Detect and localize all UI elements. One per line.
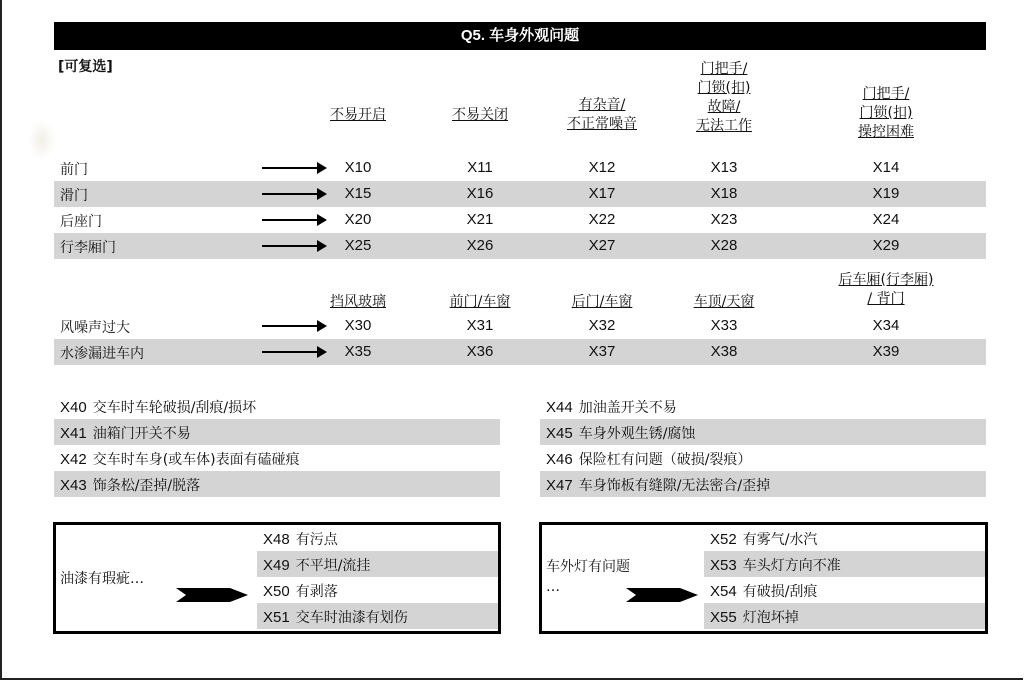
list-item bbox=[704, 577, 985, 603]
code-cell: X35 bbox=[344, 343, 372, 360]
list-item bbox=[257, 603, 498, 629]
code-cell: X36 bbox=[466, 343, 494, 360]
item-text: 有污点 bbox=[295, 532, 338, 548]
code-cell: X12 bbox=[588, 159, 616, 176]
item-code: X52 bbox=[710, 531, 737, 548]
arrow-icon bbox=[262, 245, 324, 247]
item-text: 交车时车身(或车体)表面有磕碰痕 bbox=[92, 452, 300, 468]
item-text: 灯泡坏掉 bbox=[742, 610, 799, 626]
item-code: X43 bbox=[60, 477, 87, 494]
code-cell: X26 bbox=[466, 237, 494, 254]
item-text: 有破损/刮痕 bbox=[742, 584, 818, 600]
item-code: X42 bbox=[60, 451, 87, 468]
arrow-icon bbox=[262, 325, 324, 327]
header-front-window bbox=[436, 293, 524, 312]
row-label: 行李厢门 bbox=[60, 240, 116, 256]
list-item bbox=[257, 577, 498, 603]
header-line: 故障/ bbox=[707, 99, 741, 115]
code-cell: X14 bbox=[872, 159, 900, 176]
code-cell: X21 bbox=[466, 211, 494, 228]
code-cell: X22 bbox=[588, 211, 616, 228]
header-line: 操控困难 bbox=[858, 124, 914, 140]
list-item bbox=[540, 419, 986, 445]
header-line: 前门/车窗 bbox=[449, 294, 511, 310]
header-line: 门锁(扣) bbox=[859, 105, 913, 121]
table-row bbox=[54, 155, 986, 181]
header-rear-window bbox=[558, 293, 646, 312]
header-line: 后车厢(行李厢) bbox=[838, 272, 934, 288]
header-windshield bbox=[318, 293, 398, 312]
list-item bbox=[54, 419, 500, 445]
item-text: 交车时车轮破损/刮痕/损坏 bbox=[92, 400, 257, 416]
item-text: 车身外观生锈/腐蚀 bbox=[578, 426, 696, 442]
exterior-light-box bbox=[539, 522, 988, 634]
row-label: 前门 bbox=[60, 162, 88, 178]
table-row bbox=[54, 207, 986, 233]
item-text: 油箱门开关不易 bbox=[92, 426, 191, 442]
item-code: X49 bbox=[263, 557, 290, 574]
multi-select-note: [可复选] bbox=[58, 59, 113, 75]
code-cell: X19 bbox=[872, 185, 900, 202]
item-code: X50 bbox=[263, 583, 290, 600]
code-cell: X18 bbox=[710, 185, 738, 202]
list-item bbox=[704, 551, 985, 577]
item-code: X40 bbox=[60, 399, 87, 416]
header-line: / 背门 bbox=[867, 291, 905, 307]
list-item bbox=[704, 603, 985, 629]
header-line: 无法工作 bbox=[696, 118, 752, 134]
header-line: 挡风玻璃 bbox=[330, 294, 386, 310]
paint-defect-box bbox=[53, 522, 501, 634]
code-cell: X11 bbox=[467, 159, 493, 176]
item-text: 有雾气/水汽 bbox=[742, 532, 818, 548]
code-cell: X10 bbox=[344, 159, 372, 176]
header-trunk bbox=[816, 271, 956, 309]
code-cell: X37 bbox=[588, 343, 616, 360]
header-hard-to-close bbox=[440, 106, 520, 125]
item-code: X48 bbox=[263, 531, 290, 548]
arrow-icon bbox=[176, 587, 248, 603]
list-item bbox=[540, 471, 986, 497]
table-row bbox=[54, 181, 986, 207]
list-item bbox=[704, 525, 985, 551]
paper-blemish bbox=[28, 120, 56, 160]
arrow-icon bbox=[262, 351, 324, 353]
item-text: 有剥落 bbox=[295, 584, 338, 600]
item-code: X41 bbox=[60, 425, 87, 442]
item-text: 保险杠有问题（破损/裂痕） bbox=[578, 452, 752, 468]
code-cell: X17 bbox=[588, 185, 616, 202]
item-code: X45 bbox=[546, 425, 573, 442]
code-cell: X34 bbox=[872, 317, 900, 334]
code-cell: X15 bbox=[344, 185, 372, 202]
code-cell: X27 bbox=[588, 237, 616, 254]
list-item bbox=[54, 445, 500, 471]
code-cell: X31 bbox=[466, 317, 494, 334]
box-label-line: 车外灯有问题 bbox=[546, 559, 630, 575]
header-line: 有杂音/ bbox=[578, 97, 626, 113]
header-handle-difficult bbox=[838, 85, 934, 142]
code-cell: X23 bbox=[710, 211, 738, 228]
item-code: X47 bbox=[546, 477, 573, 494]
item-text: 交车时油漆有划伤 bbox=[295, 610, 408, 626]
header-line: 不易开启 bbox=[330, 107, 386, 123]
item-text: 不平坦/流挂 bbox=[295, 558, 371, 574]
box-label bbox=[546, 557, 630, 597]
item-text: 饰条松/歪掉/脱落 bbox=[92, 478, 201, 494]
code-cell: X13 bbox=[710, 159, 738, 176]
code-cell: X20 bbox=[344, 211, 372, 228]
list-item bbox=[257, 525, 498, 551]
code-cell: X28 bbox=[710, 237, 738, 254]
code-cell: X39 bbox=[872, 343, 900, 360]
item-code: X44 bbox=[546, 399, 573, 416]
row-label: 滑门 bbox=[60, 188, 88, 204]
row-label: 水渗漏进车内 bbox=[60, 346, 144, 362]
header-noise bbox=[552, 96, 652, 134]
header-line: 门锁(扣) bbox=[697, 80, 751, 96]
item-code: X55 bbox=[710, 609, 737, 626]
code-cell: X16 bbox=[466, 185, 494, 202]
code-cell: X25 bbox=[344, 237, 372, 254]
header-line: 门把手/ bbox=[700, 61, 748, 77]
header-line: 后门/车窗 bbox=[571, 294, 633, 310]
arrow-icon bbox=[626, 587, 698, 603]
arrow-icon bbox=[262, 193, 324, 195]
arrow-icon bbox=[262, 167, 324, 169]
box-label-line: … bbox=[546, 579, 560, 595]
list-item bbox=[540, 393, 986, 419]
header-line: 门把手/ bbox=[862, 86, 910, 102]
table-row bbox=[54, 233, 986, 259]
row-label: 后座门 bbox=[60, 214, 102, 230]
header-sunroof bbox=[680, 293, 768, 312]
list-item bbox=[54, 393, 500, 419]
code-cell: X30 bbox=[344, 317, 372, 334]
code-cell: X29 bbox=[872, 237, 900, 254]
code-cell: X33 bbox=[710, 317, 738, 334]
list-item bbox=[540, 445, 986, 471]
header-handle-fault bbox=[678, 60, 770, 136]
item-code: X51 bbox=[263, 609, 290, 626]
list-item bbox=[257, 551, 498, 577]
page-title: Q5. 车身外观问题 bbox=[54, 22, 986, 50]
table-row bbox=[54, 339, 986, 365]
list-item bbox=[54, 471, 500, 497]
code-cell: X38 bbox=[710, 343, 738, 360]
row-label: 风噪声过大 bbox=[60, 320, 130, 336]
code-cell: X32 bbox=[588, 317, 616, 334]
header-line: 不易关闭 bbox=[452, 107, 508, 123]
box-label: 油漆有瑕疵… bbox=[60, 571, 144, 587]
item-code: X53 bbox=[710, 557, 737, 574]
item-text: 车头灯方向不准 bbox=[742, 558, 841, 574]
item-code: X46 bbox=[546, 451, 573, 468]
header-hard-to-open bbox=[318, 106, 398, 125]
table-row bbox=[54, 313, 986, 339]
item-text: 车身饰板有缝隙/无法密合/歪掉 bbox=[578, 478, 771, 494]
item-code: X54 bbox=[710, 583, 737, 600]
item-text: 加油盖开关不易 bbox=[578, 400, 677, 416]
arrow-icon bbox=[262, 219, 324, 221]
header-line: 不正常噪音 bbox=[567, 116, 637, 132]
header-line: 车顶/天窗 bbox=[693, 294, 755, 310]
code-cell: X24 bbox=[872, 211, 900, 228]
